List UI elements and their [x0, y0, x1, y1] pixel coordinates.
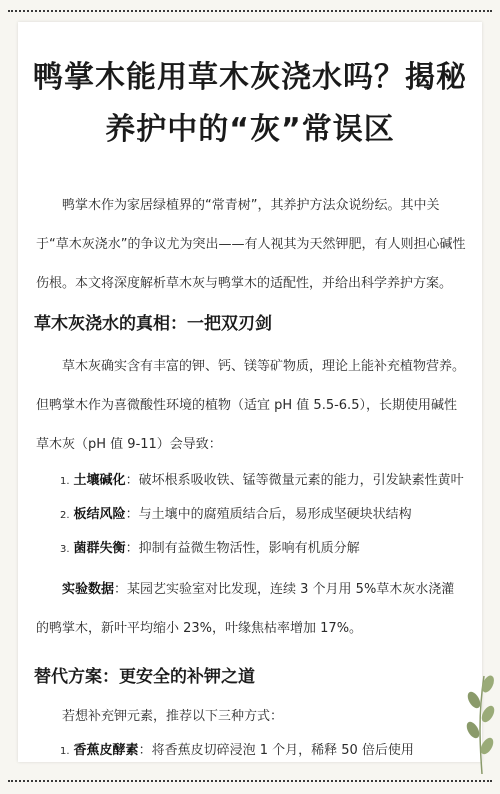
section-paragraph-truth: 草木灰确实含有丰富的钾、钙、镁等矿物质，理论上能补充植物营养。但鸭掌木作为喜微酸性环境的植物（适宜 pH 值 5.5-6.5），长期使用碱性草木灰（pH 值 9-11）会导致：: [36, 359, 466, 452]
list-item: 3. 菌群失衡：抑制有益微生物活性，影响有机质分解: [60, 541, 360, 556]
list-item: 1. 土壤碱化：破坏根系吸收铁、锰等微量元素的能力，引发缺素性黄叶: [60, 473, 464, 488]
section-heading-alternatives: 替代方案：更安全的补钾之道: [34, 667, 255, 687]
intro-paragraph: 鸭掌木作为家居绿植界的“常青树”，其养护方法众说纷纭。其中关于“草木灰浇水”的争议尤为突出——有人视其为天然钾肥，有人则担心碱性伤根。本文将深度解析草木灰与鸭掌木的适配性，并给出科学养护方案。: [36, 198, 466, 291]
alternatives-list: [18, 734, 482, 762]
article-title: 鸭掌木能用草木灰浇水吗？揭秘养护中的“灰”常误区: [33, 60, 467, 147]
alternatives-lead: 若想补充钾元素，推荐以下三种方式：: [62, 709, 284, 724]
section-heading-truth: 草木灰浇水的真相：一把双刃剑: [34, 314, 272, 334]
leaf-branch-icon: [462, 666, 496, 776]
top-dotted-border: [8, 10, 492, 12]
article-card: [18, 22, 482, 762]
effects-list: [18, 464, 482, 566]
experiment-paragraph: 实验数据：某园艺实验室对比发现，连续 3 个月用 5%草木灰水浇灌的鸭掌木，新叶平均缩小 23%，叶缘焦枯率增加 17%。: [36, 582, 455, 636]
list-item: 1. 香蕉皮酵素：将香蕉皮切碎浸泡 1 个月，稀释 50 倍后使用: [60, 743, 414, 758]
bottom-dotted-border: [8, 780, 492, 782]
list-item: 2. 板结风险：与土壤中的腐殖质结合后，易形成坚硬块状结构: [60, 507, 412, 522]
